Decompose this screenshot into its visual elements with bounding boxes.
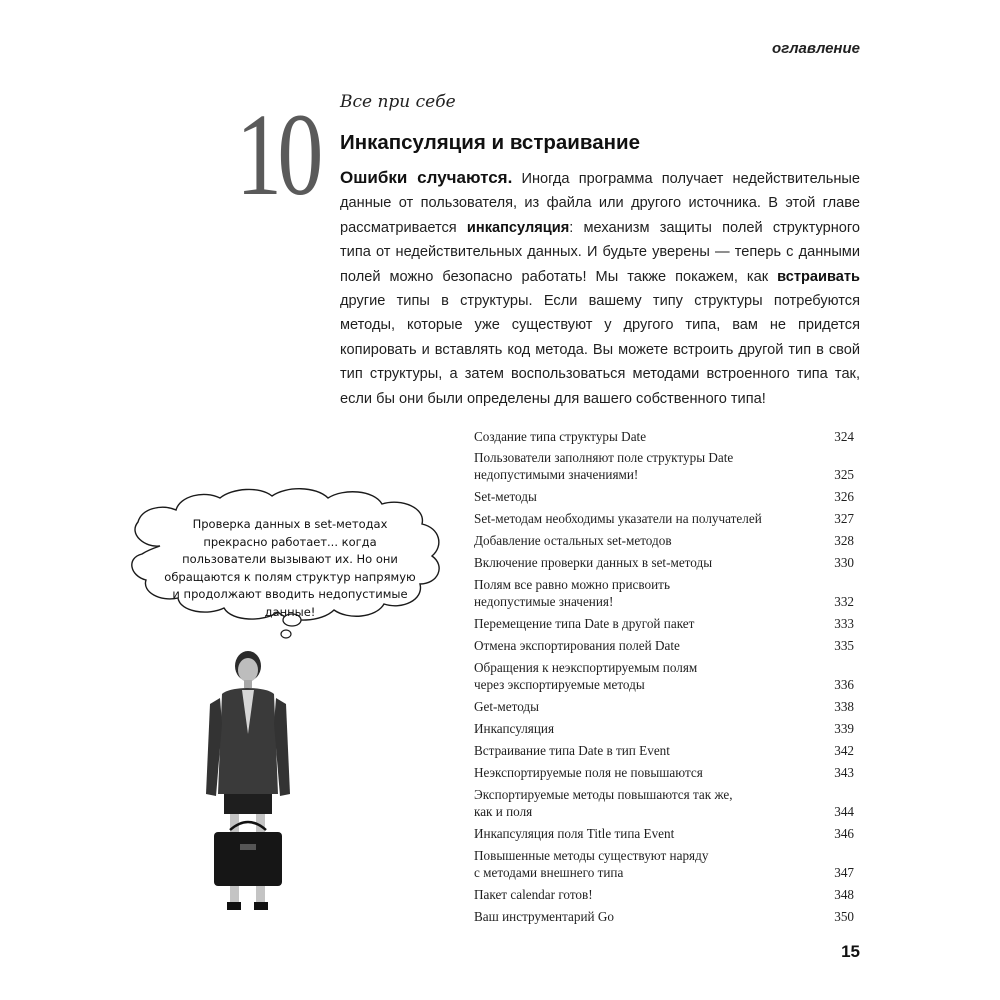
toc-entry-title: Инкапсуляция bbox=[474, 721, 555, 736]
toc-entry-page: 342 bbox=[834, 743, 854, 758]
toc-entry-page: 336 bbox=[834, 677, 854, 692]
toc-entry[interactable] bbox=[474, 510, 854, 527]
toc-entry-page: 330 bbox=[834, 555, 854, 570]
toc-entry-title: Set-методы bbox=[474, 489, 537, 504]
toc-entry-title: Set-методам необходимы указатели на получателей bbox=[474, 511, 762, 526]
chapter-kicker: Все при себе bbox=[340, 92, 456, 112]
chapter-intro bbox=[340, 166, 860, 411]
toc-entry-page: 346 bbox=[834, 826, 854, 841]
toc-entry-page: 332 bbox=[834, 594, 854, 609]
toc-entry[interactable] bbox=[474, 786, 854, 820]
toc-entry[interactable] bbox=[474, 908, 854, 925]
toc-entry[interactable] bbox=[474, 742, 854, 759]
thought-bubble bbox=[120, 486, 460, 646]
toc-entry-title: Полям все равно можно присвоить недопустимые значения! bbox=[474, 577, 670, 609]
toc-entry-page: 347 bbox=[834, 865, 854, 880]
toc-entry-page: 343 bbox=[834, 765, 854, 780]
toc-entry[interactable] bbox=[474, 886, 854, 903]
intro-term-encapsulation: инкапсуляция bbox=[466, 219, 570, 236]
toc-entry-title: Пакет calendar готов! bbox=[474, 887, 593, 902]
toc-entry-page: 335 bbox=[834, 638, 854, 653]
toc-entry-title: Пользователи заполняют поле структуры Date недопустимыми значениями! bbox=[474, 450, 734, 482]
toc-entry-title: Отмена экспортирования полей Date bbox=[474, 638, 680, 653]
woman-illustration-icon bbox=[200, 644, 300, 920]
toc-entry[interactable] bbox=[474, 428, 854, 445]
toc-entry-title: Повышенные методы существуют наряду с методами внешнего типа bbox=[474, 848, 709, 880]
toc-entry[interactable] bbox=[474, 449, 854, 483]
toc-entry-page: 344 bbox=[834, 804, 854, 819]
table-of-contents bbox=[474, 428, 854, 925]
toc-entry[interactable] bbox=[474, 825, 854, 842]
toc-entry[interactable] bbox=[474, 847, 854, 881]
toc-entry-title: Создание типа структуры Date bbox=[474, 429, 647, 444]
toc-entry-title: Включение проверки данных в set-методы bbox=[474, 555, 713, 570]
toc-entry-page: 328 bbox=[834, 533, 854, 548]
toc-entry-page: 338 bbox=[834, 699, 854, 714]
chapter-number: 10 bbox=[236, 89, 319, 220]
toc-entry-page: 325 bbox=[834, 467, 854, 482]
section-label: оглавление bbox=[772, 40, 860, 57]
toc-entry[interactable] bbox=[474, 554, 854, 571]
toc-entry[interactable] bbox=[474, 615, 854, 632]
toc-entry-title: Добавление остальных set-методов bbox=[474, 533, 672, 548]
toc-entry-title: Неэкспортируемые поля не повышаются bbox=[474, 765, 703, 780]
toc-entry[interactable] bbox=[474, 637, 854, 654]
toc-entry[interactable] bbox=[474, 532, 854, 549]
toc-entry-page: 350 bbox=[834, 909, 854, 924]
toc-entry-title: Экспортируемые методы повышаются так же, как и поля bbox=[474, 787, 733, 819]
toc-entry-page: 333 bbox=[834, 616, 854, 631]
toc-entry-title: Встраивание типа Date в тип Event bbox=[474, 743, 670, 758]
toc-entry[interactable] bbox=[474, 720, 854, 737]
woman-with-briefcase bbox=[200, 644, 300, 920]
toc-entry[interactable] bbox=[474, 698, 854, 715]
toc-entry-page: 326 bbox=[834, 489, 854, 504]
intro-text-1: Иногда программа получает недействительные данные от пользователя, из файла или другого источника. В этой главе рассматривается bbox=[340, 171, 860, 236]
toc-entry-title: Перемещение типа Date в другой пакет bbox=[474, 616, 695, 631]
thought-text: Проверка данных в set-методах прекрасно работает... когда пользователи вызывают их. Но они обращаются к полям структур напрямую и продолжают вводить недопустимые данные! bbox=[164, 517, 416, 619]
intro-term-embedding: встраивать bbox=[777, 268, 860, 285]
toc-entry[interactable] bbox=[474, 659, 854, 693]
toc-entry-title: Ваш инструментарий Go bbox=[474, 909, 614, 924]
toc-entry-title: Обращения к неэкспортируемым полям через экспортируемые методы bbox=[474, 660, 698, 692]
toc-entry-page: 339 bbox=[834, 721, 854, 736]
toc-entry-title: Get-методы bbox=[474, 699, 540, 714]
intro-text-3: другие типы в структуры. Если вашему типу структуры потребуются методы, которые уже существуют у другого типа, вам не придется копировать и вставлять код метода. Вы можете встроить другой тип в свой тип структуры, а затем воспользоваться методами встроенного типа так, если бы они были определены для вашего собственного типа! bbox=[340, 293, 860, 407]
page-number: 15 bbox=[841, 942, 860, 961]
toc-entry-title: Инкапсуляция поля Title типа Event bbox=[474, 826, 675, 841]
toc-entry-page: 327 bbox=[834, 511, 854, 526]
intro-text-2: : механизм защиты полей структурного типа от недействительных данных. И будьте уверены — теперь с данными полей можно безопасно работать! Мы также покажем, как bbox=[340, 219, 860, 285]
toc-entry[interactable] bbox=[474, 576, 854, 610]
toc-entry-page: 348 bbox=[834, 887, 854, 902]
chapter-title: Инкапсуляция и встраивание bbox=[340, 131, 641, 154]
toc-entry-page: 324 bbox=[834, 429, 854, 444]
intro-lead: Ошибки случаются. bbox=[340, 168, 513, 187]
toc-entry[interactable] bbox=[474, 764, 854, 781]
toc-entry[interactable] bbox=[474, 488, 854, 505]
